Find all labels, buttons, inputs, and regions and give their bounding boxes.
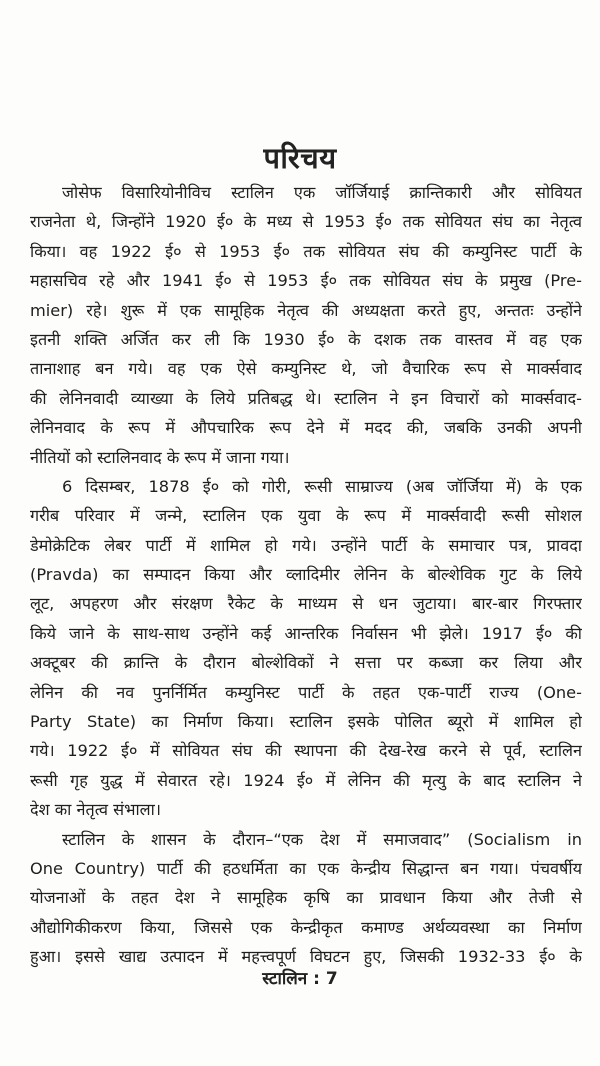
text-line: देश का नेतृत्व संभाला। [30,800,161,820]
text-line: लूट, अपहरण और संरक्षण रैकेट के माध्यम से धन जुटाया। बार-बार गिरफ्तार [30,594,582,614]
text-line: One Country) पार्टी की हठधर्मिता का एक केन्द्रीय सिद्धान्त बन गया। पंचवर्षीय [30,858,582,878]
text-line: इतनी शक्ति अर्जित कर ली कि 1930 ई० के दशक तक वास्तव में वह एक [30,329,582,349]
text-line: गरीब परिवार में जन्मे, स्टालिन एक युवा के रूप में मार्क्सवादी रूसी सोशल [30,506,582,526]
text-line: लेनिन की नव पुनर्निर्मित कम्युनिस्ट पार्टी के तहत एक-पार्टी राज्य (One- [30,682,582,702]
text-line: रूसी गृह युद्ध में सेवारत रहे। 1924 ई० में लेनिन की मृत्यु के बाद स्टालिन ने [30,770,582,790]
text-line: 6 दिसम्बर, 1878 ई० को गोरी, रूसी साम्राज्य (अब जॉर्जिया में) के एक [62,476,582,496]
text-line: हुआ। इससे खाद्य उत्पादन में महत्त्वपूर्ण विघटन हुए, जिसकी 1932-33 ई० के [30,947,582,967]
text-line: डेमोक्रेटिक लेबर पार्टी में शामिल हो गये। उन्होंने पार्टी के समाचार पत्र, प्रावदा [30,535,582,555]
text-line: लेनिनवाद के रूप में औपचारिक रूप देने में मदद की, जबकि उनकी अपनी [30,418,582,438]
chapter-title: परिचय [263,141,337,175]
text-line: किया। वह 1922 ई० से 1953 ई० तक सोवियत संघ की कम्युनिस्ट पार्टी के [30,241,582,261]
text-line: स्टालिन के शासन के दौरान–“एक देश में समाजवाद” (Socialism in [62,829,582,849]
text-line: mier) रहे। शुरू में एक सामूहिक नेतृत्व की अध्यक्षता करते हुए, अन्ततः उन्होंने [30,300,582,320]
text-line: औद्योगिकीकरण किया, जिससे एक केन्द्रीकृत कमाण्ड अर्थव्यवस्था का निर्माण [30,917,582,937]
page-footer: स्टालिन : 7 [262,969,338,989]
text-line: तानाशाह बन गये। वह एक ऐसे कम्युनिस्ट थे, जो वैचारिक रूप से मार्क्सवाद [30,359,582,379]
text-line: जोसेफ विसारियोनीविच स्टालिन एक जॉर्जियाई क्रान्तिकारी और सोवियत [62,183,582,202]
text-line: योजनाओं के तहत देश ने सामूहिक कृषि का प्रावधान किया और तेजी से [30,888,582,908]
text-line: किये जाने के साथ-साथ उन्होंने कई आन्तरिक निर्वासन भी झेले। 1917 ई० की [30,623,582,643]
text-line: (Pravda) का सम्पादन किया और व्लादिमीर लेनिन के बोल्शेविक गुट के लिये [30,565,582,585]
text-line: राजनेता थे, जिन्होंने 1920 ई० के मध्य से 1953 ई० तक सोवियत संघ का नेतृत्व [30,212,582,232]
text-line: Party State) का निर्माण किया। स्टालिन इसके पोलित ब्यूरो में शामिल हो [30,712,582,732]
text-line: की लेनिनवादी व्याख्या के लिये प्रतिबद्ध थे। स्टालिन ने इन विचारों को मार्क्सवाद- [30,388,582,408]
body-text [30,178,582,972]
text-line: अक्टूबर की क्रान्ति के दौरान बोल्शेविकों ने सत्ता पर कब्जा कर लिया और [30,653,582,673]
text-line: महासचिव रहे और 1941 ई० से 1953 ई० तक सोवियत संघ के प्रमुख (Pre- [30,271,582,291]
text-line: नीतियों को स्टालिनवाद के रूप में जाना गया। [30,447,290,467]
text-line: गये। 1922 ई० में सोवियत संघ की स्थापना की देख-रेख करने से पूर्व, स्टालिन [30,741,582,761]
